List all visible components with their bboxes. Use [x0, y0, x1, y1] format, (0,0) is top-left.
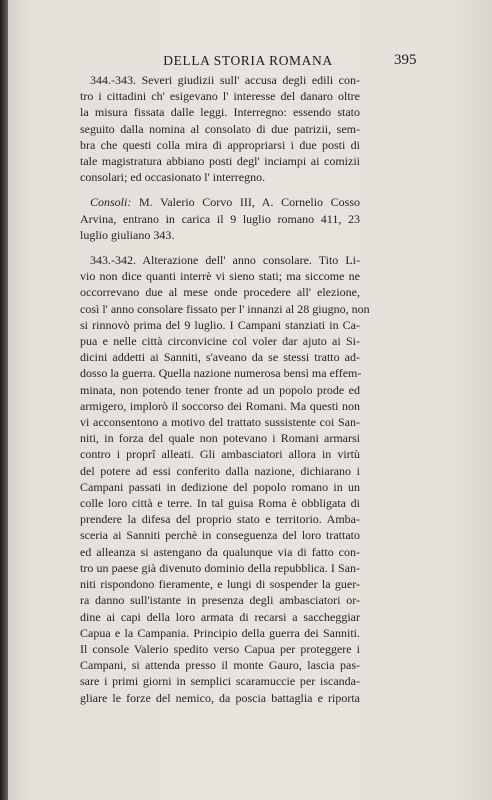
text-line: minata, non potendo tener fronte ad un popolo prode ed: [80, 382, 360, 397]
text-line: niti, in forza del quale non potevano i Romani armarsi: [80, 431, 360, 446]
text-line: pua e nelle città circonvicine col voler dar ajuto ai Si-: [80, 334, 360, 349]
text-line: colle loro città e terre. In tal guisa Roma è obbligata di: [80, 496, 360, 511]
paragraph-343-342: [80, 252, 370, 706]
text-line: Campani passati in dedizione del popolo romano in un: [80, 479, 360, 494]
text-line: Arvina, entrano in carica il 9 luglio romano 411, 23: [80, 211, 360, 226]
text-line: vi acconsentono a motivo del trattato sussistente coi San-: [80, 415, 360, 430]
text-line: gliare le forze del nemico, da poscia battaglia e riporta: [80, 690, 360, 705]
text-line: contro i proprî alleati. Gli ambasciatori allora in virtù: [80, 447, 360, 462]
consoli-label: Consoli:: [90, 195, 132, 210]
text-line: Capua e la Campania. Principio della guerra dei Sanniti.: [80, 625, 360, 640]
text-line: prendere la difesa del proprio stato e territorio. Amba-: [80, 512, 360, 527]
text-line: la misura fissata dalle leggi. Interregno: essendo stato: [80, 105, 360, 120]
binding-shadow: [0, 0, 8, 800]
text-line: bra che questi colla mira di appropriarsi i due posti di: [80, 137, 360, 152]
text-line: seguito dalla nomina al consolato di due patrizii, sem-: [80, 121, 360, 136]
text-line: consolari; ed occasionato l' interregno.: [80, 170, 266, 185]
text-line: tro i cittadini ch' esigevano l' interesse del danaro oltre: [80, 89, 360, 104]
text-line: 343.-342. Alterazione dell' anno consolare. Tito Li-: [90, 253, 360, 268]
text-line: tale magistratura abbiano posti degl' inciampi ai comizii: [80, 154, 360, 169]
text-line: sare i primi giorni in semplici scaramuccie per iscanda-: [80, 674, 360, 689]
text-line: [80, 194, 360, 210]
text-line: tro un paese già divenuto dominio della repubblica. I San-: [80, 560, 360, 575]
consoli-names: M. Valerio Corvo III, A. Cornelio Cosso: [138, 195, 361, 210]
text-line: del potere ad essi conferito dalla nazione, dichiarano i: [80, 463, 360, 478]
text-line: si rinnovò prima del 9 luglio. I Campani stanziati in Ca-: [80, 317, 360, 332]
text-line: 344.-343. Severi giudizii sull' accusa degli edili con-: [90, 73, 360, 87]
text-line: ra danno sull'istante in presenza degli ambasciatori or-: [80, 593, 360, 608]
text-line: armigero, implorò il soccorso dei Romani. Ma questi non: [80, 398, 360, 413]
text-line: Il console Valerio spedito verso Capua per proteggere i: [80, 641, 360, 656]
text-line: dicini addetti ai Sanniti, s'aveano da se stessi tratto ad-: [80, 350, 360, 365]
text-line: occorrevano due al mese onde procedere all' elezione,: [80, 285, 360, 300]
text-line: luglio giuliano 343.: [80, 227, 175, 242]
text-line: dosso la guerra. Quella nazione numerosa bensì ma effem-: [80, 366, 362, 381]
text-line: così l' anno consolare fissato per l' innanzi al 28 giugno, non: [80, 301, 370, 316]
text-line: sceria ai Sanniti perchè in conseguenza del loro trattato: [80, 528, 360, 543]
text-line: dine ai capi della loro armata di recarsi a saccheggiar: [80, 609, 360, 624]
text-line: ed alleanza si astengano da qualunque via di fatto con-: [80, 544, 360, 559]
body-text: [80, 72, 370, 706]
text-line: niti rispondono fieramente, e lungi di sospender la guer-: [80, 577, 360, 592]
page-number: 395: [394, 52, 417, 68]
text-line: vio non dice quanti interrè vi sieno stati; ma siccome ne: [80, 269, 360, 284]
paragraph-344-343: [80, 72, 360, 185]
text-line: Campani, si attenda presso il monte Gauro, lascia pas-: [80, 658, 360, 673]
running-title: DELLA STORIA ROMANA: [163, 53, 333, 68]
paragraph-consoli: [80, 194, 360, 243]
